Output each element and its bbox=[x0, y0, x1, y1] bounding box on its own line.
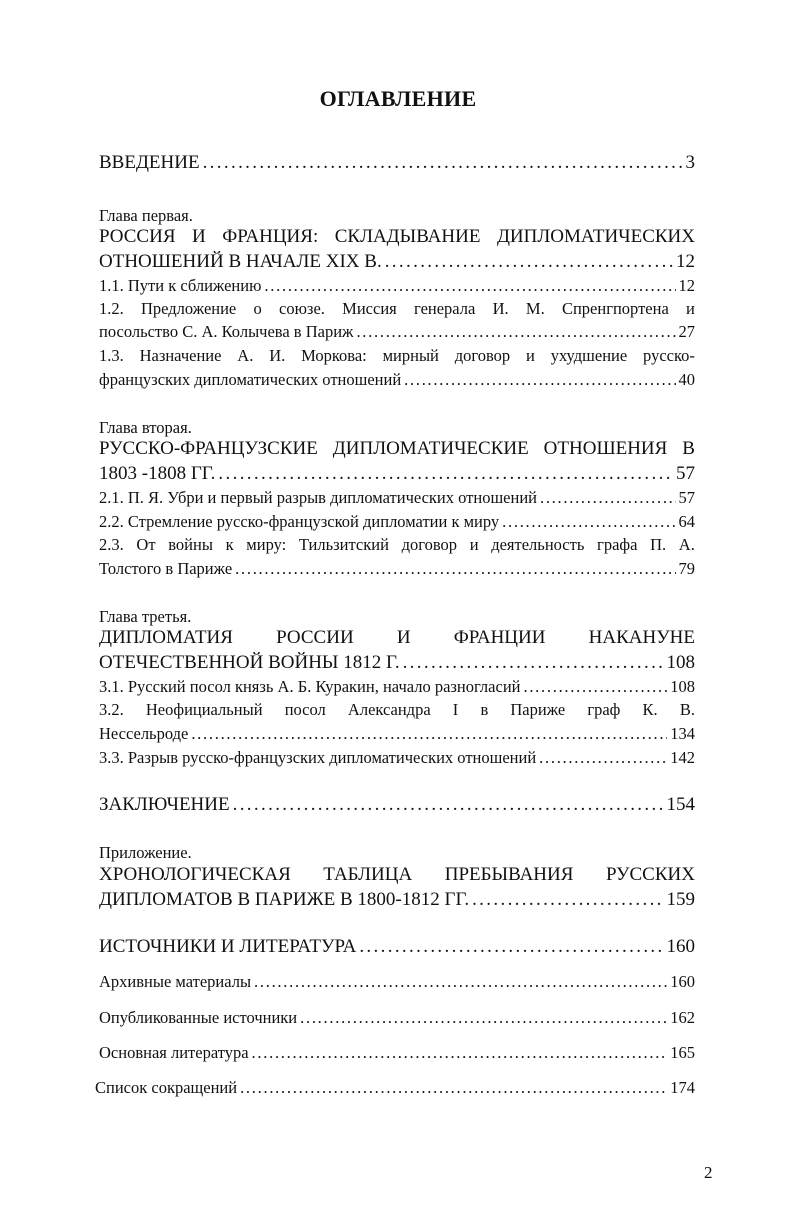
toc-entry-intro bbox=[99, 152, 695, 174]
page-number: 79 bbox=[678, 559, 695, 578]
word: граф bbox=[587, 700, 621, 719]
entry-title: Список сокращений bbox=[95, 1078, 238, 1097]
word: посол bbox=[284, 700, 326, 719]
entry-title: 1.1. Пути к сближению bbox=[99, 276, 262, 295]
word: Париже bbox=[510, 700, 566, 719]
page-number: 154 bbox=[666, 794, 695, 815]
word: мирный bbox=[382, 346, 439, 365]
toc-entry-chapter3 bbox=[99, 652, 695, 674]
chapter-title-line bbox=[99, 438, 695, 460]
word: НАКАНУНЕ bbox=[588, 627, 695, 648]
leader-dots bbox=[502, 512, 675, 532]
toc-entry-2-2 bbox=[99, 512, 695, 532]
word: РУССКИХ bbox=[605, 864, 695, 885]
word: Александра bbox=[347, 700, 431, 719]
leader-dots bbox=[252, 1043, 668, 1063]
word: М. bbox=[525, 299, 545, 318]
word: СКЛАДЫВАНИЕ bbox=[334, 226, 481, 247]
page-number: 57 bbox=[676, 463, 695, 484]
word: ФРАНЦИЯ: bbox=[222, 226, 319, 247]
appendix-label-text: Приложение. bbox=[99, 843, 192, 862]
toc-entry-literature bbox=[99, 1043, 695, 1063]
leader-dots bbox=[300, 1008, 667, 1028]
toc-entry-3-3 bbox=[99, 748, 695, 768]
word: 3.2. bbox=[99, 700, 124, 719]
word: К. bbox=[642, 700, 658, 719]
chapter-label bbox=[99, 418, 695, 438]
toc-entry-archives bbox=[99, 972, 695, 992]
appendix-label bbox=[99, 843, 695, 863]
word: ухудшение bbox=[550, 346, 628, 365]
leader-dots bbox=[523, 677, 667, 697]
leader-dots bbox=[218, 463, 673, 485]
word: ТАБЛИЦА bbox=[323, 864, 413, 885]
word: От bbox=[136, 535, 156, 554]
entry-title: Архивные материалы bbox=[99, 972, 252, 991]
word: договор bbox=[454, 346, 511, 365]
word: в bbox=[480, 700, 489, 719]
word: 1.2. bbox=[99, 299, 124, 318]
entry-title: посольство С. А. Колычева в Париж bbox=[99, 322, 354, 341]
leader-dots bbox=[472, 889, 663, 911]
chapter-label-text: Глава вторая. bbox=[99, 418, 192, 437]
word: РУССКО-ФРАНЦУЗСКИЕ bbox=[99, 438, 318, 459]
entry-title: 2.2. Стремление русско-французской дипломатии к миру bbox=[99, 512, 500, 531]
toc-entry-appendix bbox=[99, 889, 695, 911]
leader-dots bbox=[235, 559, 675, 579]
word: графа bbox=[597, 535, 638, 554]
word: И bbox=[192, 226, 206, 247]
entry-title: ЗАКЛЮЧЕНИЕ bbox=[99, 794, 230, 815]
word: ХРОНОЛОГИЧЕСКАЯ bbox=[99, 864, 291, 885]
leader-dots bbox=[403, 652, 664, 674]
appendix-title-line bbox=[99, 864, 695, 886]
word: о bbox=[253, 299, 262, 318]
leader-dots bbox=[264, 276, 675, 296]
entry-title: 1803 -1808 ГГ. bbox=[99, 463, 216, 484]
entry-title: Толстого в Париже bbox=[99, 559, 233, 578]
toc-entry-2-3-line1 bbox=[99, 535, 695, 555]
entry-title: Нессельроде bbox=[99, 724, 189, 743]
entry-title: Основная литература bbox=[99, 1043, 249, 1062]
toc-entry-3-2 bbox=[99, 724, 695, 744]
page-number: 159 bbox=[666, 889, 695, 910]
leader-dots bbox=[191, 724, 667, 744]
word: Спренгпортена bbox=[561, 299, 669, 318]
toc-entry-1-2-line1 bbox=[99, 299, 695, 319]
toc-entry-2-1 bbox=[99, 488, 695, 508]
word: миру: bbox=[246, 535, 287, 554]
entry-title: 3.1. Русский посол князь А. Б. Куракин, начало разногласий bbox=[99, 677, 521, 696]
word: генерала bbox=[414, 299, 476, 318]
word: Тильзитский bbox=[298, 535, 389, 554]
leader-dots bbox=[539, 748, 667, 768]
toc-entry-1-3 bbox=[99, 370, 695, 390]
chapter-label-text: Глава первая. bbox=[99, 206, 193, 225]
page-number: 12 bbox=[678, 276, 695, 295]
word: ДИПЛОМАТИЧЕСКИЕ bbox=[332, 438, 529, 459]
page-number: 160 bbox=[666, 936, 695, 957]
word: Миссия bbox=[342, 299, 397, 318]
leader-dots bbox=[385, 251, 673, 273]
page-number: 27 bbox=[678, 322, 695, 341]
toc-entry-1-3-line1 bbox=[99, 346, 695, 366]
toc-entry-1-2 bbox=[99, 322, 695, 342]
leader-dots bbox=[359, 936, 663, 958]
word: ДИПЛОМАТИЧЕСКИХ bbox=[496, 226, 695, 247]
chapter-title-line bbox=[99, 627, 695, 649]
chapter-label bbox=[99, 607, 695, 627]
toc-entry-chapter2 bbox=[99, 463, 695, 485]
word: ПРЕБЫВАНИЯ bbox=[444, 864, 574, 885]
page-number: 134 bbox=[670, 724, 695, 743]
page-number: 64 bbox=[678, 512, 695, 531]
word: Предложение bbox=[141, 299, 237, 318]
entry-title: 3.3. Разрыв русско-французских дипломатических отношений bbox=[99, 748, 537, 767]
toc-entry-sources bbox=[99, 936, 695, 958]
entry-title: ОТЕЧЕСТВЕННОЙ ВОЙНЫ 1812 Г. bbox=[99, 652, 400, 673]
leader-dots bbox=[203, 152, 683, 174]
word: и bbox=[469, 535, 479, 554]
leader-dots bbox=[540, 488, 676, 508]
word: I bbox=[452, 700, 459, 719]
word: Неофициальный bbox=[145, 700, 263, 719]
page-title: ОГЛАВЛЕНИЕ bbox=[319, 86, 477, 111]
word: ФРАНЦИИ bbox=[453, 627, 546, 648]
word: договор bbox=[401, 535, 458, 554]
leader-dots bbox=[233, 794, 664, 816]
leader-dots bbox=[404, 370, 675, 390]
page-number: 108 bbox=[666, 652, 695, 673]
toc-entry-3-1 bbox=[99, 677, 695, 697]
word: И. bbox=[269, 346, 286, 365]
word: ОТНОШЕНИЯ bbox=[543, 438, 668, 459]
leader-dots bbox=[356, 322, 675, 342]
word: и bbox=[686, 299, 695, 318]
toc-entry-1-1 bbox=[99, 276, 695, 296]
page-number: 57 bbox=[678, 488, 695, 507]
word: И. bbox=[492, 299, 509, 318]
chapter-label bbox=[99, 206, 695, 226]
word: В bbox=[682, 438, 695, 459]
word: деятельность bbox=[491, 535, 585, 554]
word: А. bbox=[678, 535, 695, 554]
chapter-label-text: Глава третья. bbox=[99, 607, 192, 626]
word: и bbox=[526, 346, 535, 365]
word: Моркова: bbox=[301, 346, 367, 365]
toc-entry-conclusion bbox=[99, 794, 695, 816]
page-number: 165 bbox=[670, 1043, 695, 1062]
page-number: 174 bbox=[670, 1078, 695, 1097]
word: А. bbox=[237, 346, 254, 365]
page-number: 160 bbox=[670, 972, 695, 991]
word: союзе. bbox=[279, 299, 325, 318]
toc-entry-2-3 bbox=[99, 559, 695, 579]
entry-title: 2.1. П. Я. Убри и первый разрыв дипломатических отношений bbox=[99, 488, 537, 507]
word: П. bbox=[650, 535, 667, 554]
word: Назначение bbox=[139, 346, 222, 365]
word: РОССИИ bbox=[276, 627, 354, 648]
toc-entry-chapter1 bbox=[99, 251, 695, 273]
page-number: 40 bbox=[678, 370, 695, 389]
entry-title: ВВЕДЕНИЕ bbox=[99, 152, 200, 173]
word: ДИПЛОМАТИЯ bbox=[99, 627, 233, 648]
chapter-title-line bbox=[99, 226, 695, 248]
page-number: 108 bbox=[670, 677, 695, 696]
word: войны bbox=[168, 535, 213, 554]
page-number: 162 bbox=[670, 1008, 695, 1027]
word: 2.3. bbox=[99, 535, 124, 554]
page-number: 142 bbox=[670, 748, 695, 767]
entry-title: Опубликованные источники bbox=[99, 1008, 298, 1027]
entry-title: ОТНОШЕНИЙ В НАЧАЛЕ XIX В. bbox=[99, 251, 382, 272]
entry-title: ДИПЛОМАТОВ В ПАРИЖЕ В 1800-1812 ГГ. bbox=[99, 889, 470, 910]
toc-entry-abbreviations bbox=[95, 1078, 695, 1098]
page-number: 12 bbox=[676, 251, 695, 272]
entry-title: ИСТОЧНИКИ И ЛИТЕРАТУРА bbox=[99, 936, 357, 957]
page-folio: 2 bbox=[704, 1163, 713, 1182]
leader-dots bbox=[254, 972, 667, 992]
page-number: 3 bbox=[685, 152, 695, 173]
word: РОССИЯ bbox=[99, 226, 176, 247]
word: русско- bbox=[643, 346, 695, 365]
word: 1.3. bbox=[99, 346, 124, 365]
word: И bbox=[396, 627, 411, 648]
toc-entry-published bbox=[99, 1008, 695, 1028]
word: В. bbox=[679, 700, 695, 719]
word: к bbox=[225, 535, 234, 554]
entry-title: французских дипломатических отношений bbox=[99, 370, 402, 389]
toc-entry-3-2-line1 bbox=[99, 700, 695, 720]
leader-dots bbox=[240, 1078, 667, 1098]
